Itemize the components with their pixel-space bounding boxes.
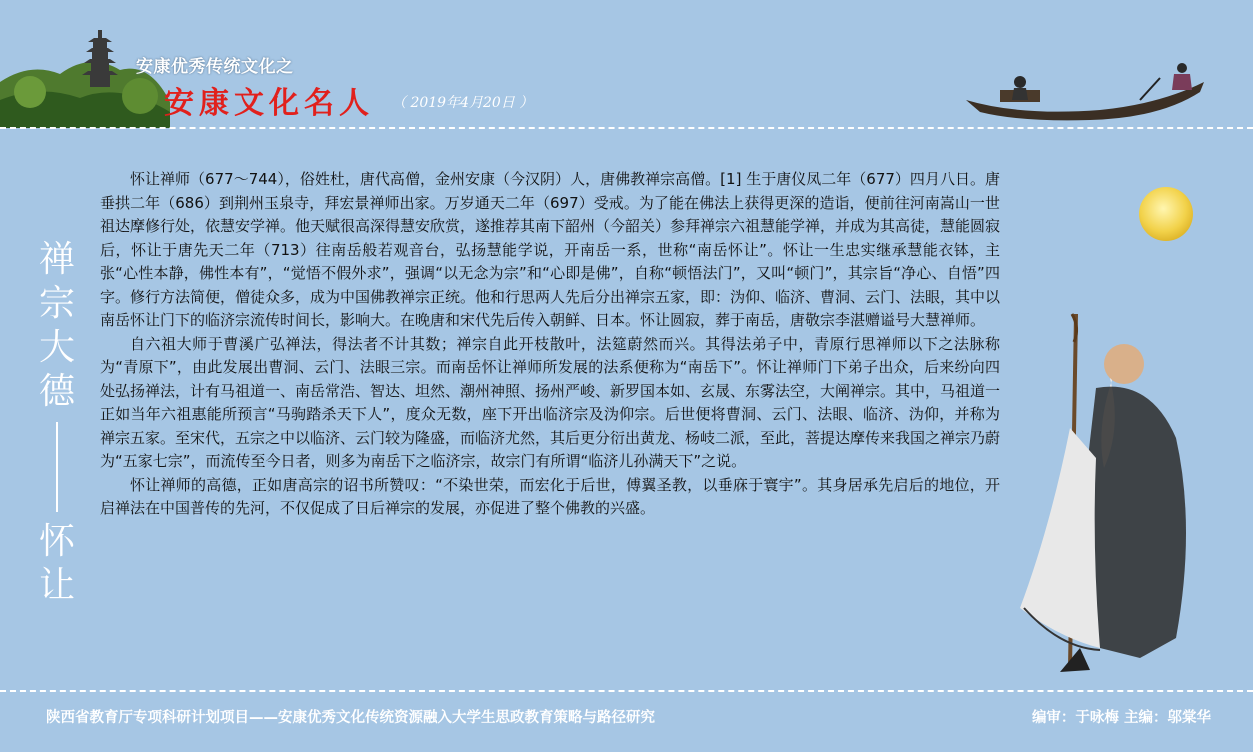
side-vertical-line xyxy=(56,422,58,512)
page-title: 安康文化名人 xyxy=(164,86,374,121)
header-divider xyxy=(0,127,1253,129)
paragraph: 怀让禅师的高德，正如唐高宗的诏书所赞叹：“不染世荣，而宏化于后世，傅翼圣教，以垂庥于寰宇”。其身居承先启后的地位，开启禅法在中国普传的先河，不仅促成了日后禅宗的发展，亦促进了整个佛教的兴盛。 xyxy=(100,475,1000,517)
side-char: 宗 xyxy=(38,283,75,324)
footer-divider xyxy=(0,690,1253,692)
boat-illustration xyxy=(960,60,1208,124)
header-subtitle: 安康优秀传统文化之 xyxy=(136,57,294,77)
paragraph: 怀让禅师（677～744），俗姓杜，唐代高僧，金州安康（今汉阴）人，唐佛教禅宗高僧。[1] 生于唐仪凤二年（677）四月八日。唐垂拱二年（686）到荆州玉泉寺，拜宏景禅师出家。万岁通天二年（697）受戒。为了能在佛法上获得更深的造诣，便前往河南嵩山一世祖达摩修行处，依慧安学禅。他天赋很高深得慧安欣赏，遂推荐其南下韶州（今韶关）参拜禅宗六祖慧能学禅，并成为其高徒，慧能圆寂后，怀让于唐先天二年（713）往南岳般若观音台，弘扬慧能学说，开南岳一系，世称“南岳怀让”。怀让一生忠实继承慧能衣钵，主张“心性本静，佛性本有”，“觉悟不假外求”，强调“以无念为宗”和“心即是佛”，自称“顿悟法门”，又叫“顿门”，其宗旨“净心、自悟”四字。修行方法简便，僧徒众多，成为中国佛教禅宗正统。他和行思两人先后分出禅宗五家，即：沩仰、临济、曹洞、云门、法眼，其中以南岳怀让门下的临济宗流传时间长，影响大。在晚唐和宋代先后传入朝鲜、日本。怀让圆寂，葬于南岳，唐敬宗李湛赠谥号大慧禅师。 xyxy=(100,170,1001,329)
article-body xyxy=(100,168,1000,521)
paragraph: 自六祖大师于曹溪广弘禅法，得法者不计其数；禅宗自此开枝散叶，法筵蔚然而兴。其得法弟子中，青原行思禅师以下之法脉称为“青原下”，由此发展出曹洞、云门、法眼三宗。而南岳怀让禅师所发展的法系便称为“南岳下”。怀让禅师门下弟子出众，后来纷向四处弘扬禅法，计有马祖道一、南岳常浩、智达、坦然、潮州神照、扬州严峻、新罗国本如、玄晟、东雾法空，大阐禅宗。其中，马祖道一正如当年六祖惠能所预言“马驹踏杀天下人”，度众无数，座下开出临济宗及沩仰宗。后世便将曹洞、云门、法眼、临济、沩仰，并称为禅宗五家。至宋代，五宗之中以临济、云门较为隆盛，而临济尤然，其后更分衍出黄龙、杨岐二派，至此，菩提达摩传来我国之禅宗乃蔚为“五家七宗”，而流传至今日者，则多为南岳下之临济宗，故宗门有所谓“临济儿孙满天下”之说。 xyxy=(100,334,1001,470)
side-vertical-title xyxy=(32,238,82,608)
side-char: 德 xyxy=(38,371,75,412)
side-char: 大 xyxy=(38,327,75,368)
side-char: 让 xyxy=(38,565,75,606)
monk-illustration xyxy=(1000,308,1200,678)
footer-project: 陕西省教育厅专项科研计划项目——安康优秀文化传统资源融入大学生思政教育策略与路径研究 xyxy=(46,710,655,726)
moon-illustration xyxy=(1138,186,1194,242)
side-char: 禅 xyxy=(38,239,75,280)
publish-date: （ 2019年4月20日 ） xyxy=(392,95,534,111)
side-char: 怀 xyxy=(38,521,75,562)
header xyxy=(0,0,1253,128)
footer-credits: 编审：于咏梅 主编：邬棠华 xyxy=(1031,710,1211,726)
